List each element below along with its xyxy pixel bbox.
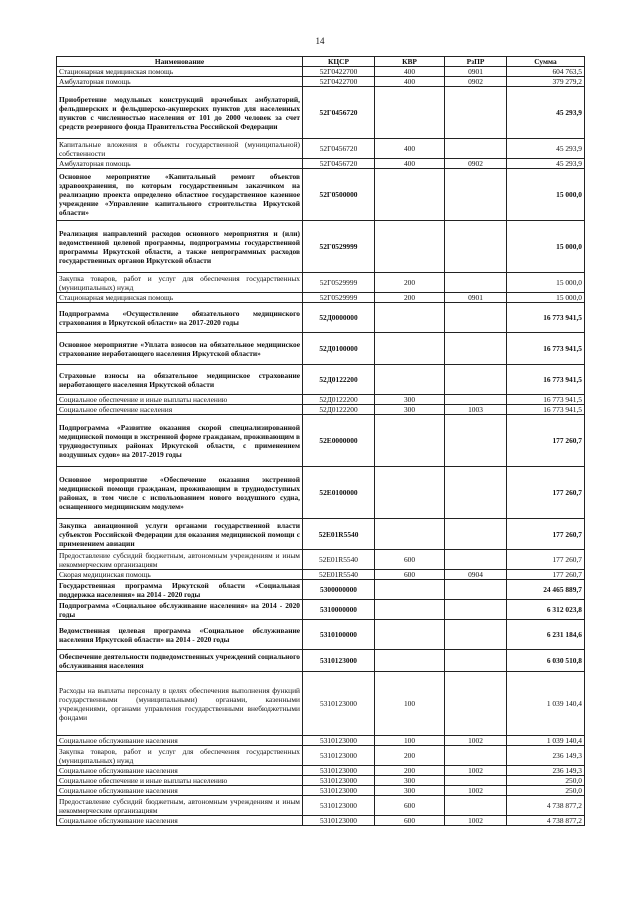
cell-kvr: 300 xyxy=(375,776,445,786)
cell-name: Социальное обеспечение и иные выплаты населению xyxy=(57,776,303,786)
table-row xyxy=(57,776,585,786)
cell-kcsr: 5310123000 xyxy=(303,776,375,786)
cell-kvr: 100 xyxy=(375,672,445,736)
table-body xyxy=(57,67,585,826)
cell-rzpr xyxy=(445,467,507,519)
cell-kvr: 400 xyxy=(375,67,445,77)
cell-kcsr: 52Г0456720 xyxy=(303,87,375,139)
cell-rzpr xyxy=(445,273,507,293)
cell-rzpr: 1003 xyxy=(445,405,507,415)
header-name: Наименование xyxy=(57,57,303,67)
cell-name: Расходы на выплаты персоналу в целях обеспечения выполнения функций государственными (муниципальными) органами, казенными учреждениями, органами управления государственными внебюджетными фондами xyxy=(57,672,303,736)
cell-kcsr: 52Г0529999 xyxy=(303,293,375,303)
table-row xyxy=(57,415,585,467)
cell-name: Ведомственная целевая программа «Социальное обслуживание населения Иркутской области» на 2014 - 2020 годы xyxy=(57,620,303,650)
cell-sum: 16 773 941,5 xyxy=(507,395,585,405)
cell-kvr xyxy=(375,303,445,333)
cell-rzpr xyxy=(445,776,507,786)
cell-kvr xyxy=(375,600,445,620)
cell-sum: 16 773 941,5 xyxy=(507,303,585,333)
cell-sum: 16 773 941,5 xyxy=(507,365,585,395)
table-row xyxy=(57,221,585,273)
cell-sum: 45 293,9 xyxy=(507,139,585,159)
cell-rzpr xyxy=(445,650,507,672)
cell-sum: 236 149,3 xyxy=(507,746,585,766)
budget-table xyxy=(56,56,585,826)
cell-rzpr: 0902 xyxy=(445,77,507,87)
cell-name: Социальное обслуживание населения xyxy=(57,736,303,746)
header-kvr: КВР xyxy=(375,57,445,67)
cell-kcsr: 52Е01R5540 xyxy=(303,519,375,550)
cell-sum: 6 312 023,8 xyxy=(507,600,585,620)
cell-rzpr xyxy=(445,672,507,736)
cell-rzpr xyxy=(445,303,507,333)
cell-kcsr: 52Е01R5540 xyxy=(303,550,375,570)
cell-kvr: 400 xyxy=(375,159,445,169)
cell-kcsr: 52Г0529999 xyxy=(303,221,375,273)
cell-rzpr xyxy=(445,333,507,365)
cell-kcsr: 52Е01R5540 xyxy=(303,570,375,580)
table-row xyxy=(57,600,585,620)
table-row xyxy=(57,672,585,736)
cell-rzpr xyxy=(445,139,507,159)
cell-name: Стационарная медицинская помощь xyxy=(57,293,303,303)
cell-name: Подпрограмма «Осуществление обязательного медицинского страхования в Иркутской области» на 2017-2020 годы xyxy=(57,303,303,333)
cell-kvr: 100 xyxy=(375,736,445,746)
table-row xyxy=(57,169,585,221)
cell-name: Капитальные вложения в объекты государственной (муниципальной) собственности xyxy=(57,139,303,159)
cell-kcsr: 52Г0529999 xyxy=(303,273,375,293)
cell-sum: 45 293,9 xyxy=(507,87,585,139)
cell-rzpr xyxy=(445,550,507,570)
table-row xyxy=(57,405,585,415)
cell-kcsr: 5300000000 xyxy=(303,580,375,600)
cell-kvr xyxy=(375,620,445,650)
cell-sum: 1 039 140,4 xyxy=(507,672,585,736)
cell-kvr: 200 xyxy=(375,766,445,776)
cell-name: Социальное обеспечение и иные выплаты населению xyxy=(57,395,303,405)
cell-kcsr: 52Д0122200 xyxy=(303,405,375,415)
cell-kcsr: 52Г0422700 xyxy=(303,77,375,87)
cell-kvr xyxy=(375,650,445,672)
table-row xyxy=(57,766,585,776)
cell-kvr: 200 xyxy=(375,293,445,303)
table-row xyxy=(57,620,585,650)
cell-rzpr: 0904 xyxy=(445,570,507,580)
table-row xyxy=(57,796,585,816)
cell-name: Социальное обслуживание населения xyxy=(57,766,303,776)
table-row xyxy=(57,816,585,826)
cell-rzpr xyxy=(445,415,507,467)
cell-sum: 15 000,0 xyxy=(507,221,585,273)
cell-kvr xyxy=(375,519,445,550)
cell-sum: 379 279,2 xyxy=(507,77,585,87)
cell-kvr xyxy=(375,221,445,273)
cell-name: Амбулаторная помощь xyxy=(57,159,303,169)
cell-rzpr xyxy=(445,620,507,650)
table-row xyxy=(57,746,585,766)
cell-kcsr: 5310123000 xyxy=(303,816,375,826)
cell-name: Основное мероприятие «Обеспечение оказания экстренной медицинской помощи гражданам, проживающим в труднодоступных районах, в том числе с использованием нового воздушного судна, оснащенного медицинским модулем» xyxy=(57,467,303,519)
cell-kcsr: 5310123000 xyxy=(303,650,375,672)
cell-kcsr: 5310123000 xyxy=(303,746,375,766)
table-row xyxy=(57,467,585,519)
cell-sum: 236 149,3 xyxy=(507,766,585,776)
cell-kvr: 300 xyxy=(375,395,445,405)
cell-kcsr: 52Д0122200 xyxy=(303,395,375,405)
cell-rzpr xyxy=(445,580,507,600)
cell-kvr xyxy=(375,87,445,139)
header-kcsr: КЦСР xyxy=(303,57,375,67)
cell-sum: 6 231 184,6 xyxy=(507,620,585,650)
cell-kcsr: 5310123000 xyxy=(303,766,375,776)
cell-rzpr: 0902 xyxy=(445,159,507,169)
cell-rzpr: 0901 xyxy=(445,293,507,303)
cell-rzpr: 0901 xyxy=(445,67,507,77)
cell-kvr: 200 xyxy=(375,746,445,766)
cell-rzpr xyxy=(445,395,507,405)
cell-name: Закупка товаров, работ и услуг для обеспечения государственных (муниципальных) нужд xyxy=(57,746,303,766)
cell-name: Скорая медицинская помощь xyxy=(57,570,303,580)
cell-sum: 24 465 889,7 xyxy=(507,580,585,600)
cell-rzpr: 1002 xyxy=(445,786,507,796)
cell-kcsr: 52Д0000000 xyxy=(303,303,375,333)
cell-name: Реализация направлений расходов основного мероприятия и (или) ведомственной целевой программы, подпрограммы государственной программы Иркутской области, а также непрограммных расходов государственных органов Иркутской области xyxy=(57,221,303,273)
cell-sum: 1 039 140,4 xyxy=(507,736,585,746)
cell-name: Подпрограмма «Социальное обслуживание населения» на 2014 - 2020 годы xyxy=(57,600,303,620)
cell-kcsr: 5310000000 xyxy=(303,600,375,620)
cell-kcsr: 5310123000 xyxy=(303,786,375,796)
table-row xyxy=(57,273,585,293)
cell-name: Закупка товаров, работ и услуг для обеспечения государственных (муниципальных) нужд xyxy=(57,273,303,293)
cell-sum: 15 000,0 xyxy=(507,169,585,221)
cell-kcsr: 52Г0500000 xyxy=(303,169,375,221)
cell-kcsr: 52Г0456720 xyxy=(303,159,375,169)
cell-kcsr: 52Г0422700 xyxy=(303,67,375,77)
cell-rzpr xyxy=(445,600,507,620)
cell-sum: 177 260,7 xyxy=(507,467,585,519)
table-row xyxy=(57,519,585,550)
cell-name: Социальное обслуживание населения xyxy=(57,786,303,796)
cell-name: Основное мероприятие «Капитальный ремонт объектов здравоохранения, по которым государственным заказчиком на реализацию проекта определено областное государственное казенное учреждение «Управление капитального строительства Иркутской области» xyxy=(57,169,303,221)
cell-kcsr: 52Д0122200 xyxy=(303,365,375,395)
table-row xyxy=(57,736,585,746)
table-row xyxy=(57,365,585,395)
cell-rzpr xyxy=(445,169,507,221)
table-row xyxy=(57,580,585,600)
cell-sum: 177 260,7 xyxy=(507,415,585,467)
cell-kcsr: 52Г0456720 xyxy=(303,139,375,159)
cell-name: Социальное обеспечение населения xyxy=(57,405,303,415)
header-sum: Сумма xyxy=(507,57,585,67)
cell-kcsr: 52Е0100000 xyxy=(303,467,375,519)
cell-name: Приобретение модульных конструкций врачебных амбулаторий, фельдшерских и фельдшерско-акушерских пунктов для населенных пунктов с численностью населения от 101 до 2000 человек за счет средств резервного фонда Правительства Российской Федерации xyxy=(57,87,303,139)
table-row xyxy=(57,786,585,796)
cell-kcsr: 52Е0000000 xyxy=(303,415,375,467)
cell-name: Предоставление субсидий бюджетным, автономным учреждениям и иным некоммерческим организациям xyxy=(57,550,303,570)
cell-sum: 177 260,7 xyxy=(507,519,585,550)
cell-sum: 250,0 xyxy=(507,786,585,796)
cell-name: Государственная программа Иркутской области «Социальная поддержка населения» на 2014 - 2020 годы xyxy=(57,580,303,600)
cell-kcsr: 5310123000 xyxy=(303,736,375,746)
cell-kvr xyxy=(375,169,445,221)
cell-name: Предоставление субсидий бюджетным, автономным учреждениям и иным некоммерческим организациям xyxy=(57,796,303,816)
cell-sum: 45 293,9 xyxy=(507,159,585,169)
table-row xyxy=(57,67,585,77)
cell-kvr: 600 xyxy=(375,570,445,580)
table-row xyxy=(57,293,585,303)
cell-rzpr: 1002 xyxy=(445,816,507,826)
cell-sum: 250,0 xyxy=(507,776,585,786)
cell-kvr xyxy=(375,365,445,395)
cell-rzpr xyxy=(445,746,507,766)
header-rzpr: РзПР xyxy=(445,57,507,67)
cell-kvr xyxy=(375,467,445,519)
cell-kvr: 300 xyxy=(375,405,445,415)
cell-kvr: 600 xyxy=(375,816,445,826)
table-row xyxy=(57,550,585,570)
table-row xyxy=(57,87,585,139)
cell-kvr: 200 xyxy=(375,273,445,293)
cell-kvr xyxy=(375,580,445,600)
cell-sum: 177 260,7 xyxy=(507,550,585,570)
cell-sum: 6 030 510,8 xyxy=(507,650,585,672)
page-number: 14 xyxy=(315,36,325,46)
cell-rzpr: 1002 xyxy=(445,766,507,776)
cell-name: Закупка авиационной услуги органами государственной власти субъектов Российской Федерации для оказания медицинской помощи с применением авиации xyxy=(57,519,303,550)
cell-name: Амбулаторная помощь xyxy=(57,77,303,87)
table-row xyxy=(57,303,585,333)
table-row xyxy=(57,159,585,169)
table-row xyxy=(57,139,585,159)
cell-kvr: 300 xyxy=(375,786,445,796)
cell-kcsr: 5310123000 xyxy=(303,796,375,816)
cell-rzpr xyxy=(445,365,507,395)
cell-kvr: 600 xyxy=(375,550,445,570)
table-row xyxy=(57,77,585,87)
cell-sum: 15 000,0 xyxy=(507,293,585,303)
cell-name: Обеспечение деятельности подведомственных учреждений социального обслуживания населения xyxy=(57,650,303,672)
cell-kvr xyxy=(375,415,445,467)
table-row xyxy=(57,570,585,580)
table-row xyxy=(57,333,585,365)
cell-kcsr: 5310100000 xyxy=(303,620,375,650)
cell-kvr: 400 xyxy=(375,139,445,159)
cell-sum: 16 773 941,5 xyxy=(507,333,585,365)
cell-name: Стационарная медицинская помощь xyxy=(57,67,303,77)
cell-sum: 16 773 941,5 xyxy=(507,405,585,415)
cell-rzpr xyxy=(445,221,507,273)
cell-name: Основное мероприятие «Уплата взносов на обязательное медицинское страхование неработающего населения Иркутской области» xyxy=(57,333,303,365)
cell-sum: 604 763,5 xyxy=(507,67,585,77)
cell-kvr: 600 xyxy=(375,796,445,816)
cell-kvr: 400 xyxy=(375,77,445,87)
cell-name: Подпрограмма «Развитие оказания скорой специализированной медицинской помощи в экстренной форме гражданам, проживающим в труднодоступных районах Иркутской области, с применением воздушных судов» на 2017-2019 годы xyxy=(57,415,303,467)
cell-name: Социальное обслуживание населения xyxy=(57,816,303,826)
cell-rzpr xyxy=(445,87,507,139)
cell-sum: 4 738 877,2 xyxy=(507,816,585,826)
cell-kcsr: 5310123000 xyxy=(303,672,375,736)
table-row xyxy=(57,395,585,405)
cell-rzpr xyxy=(445,796,507,816)
cell-name: Страховые взносы на обязательное медицинское страхование неработающего населения Иркутской области xyxy=(57,365,303,395)
cell-rzpr xyxy=(445,519,507,550)
cell-sum: 177 260,7 xyxy=(507,570,585,580)
cell-sum: 15 000,0 xyxy=(507,273,585,293)
cell-kvr xyxy=(375,333,445,365)
table-header-row xyxy=(57,57,585,67)
cell-kcsr: 52Д0100000 xyxy=(303,333,375,365)
table-row xyxy=(57,650,585,672)
cell-rzpr: 1002 xyxy=(445,736,507,746)
cell-sum: 4 738 877,2 xyxy=(507,796,585,816)
